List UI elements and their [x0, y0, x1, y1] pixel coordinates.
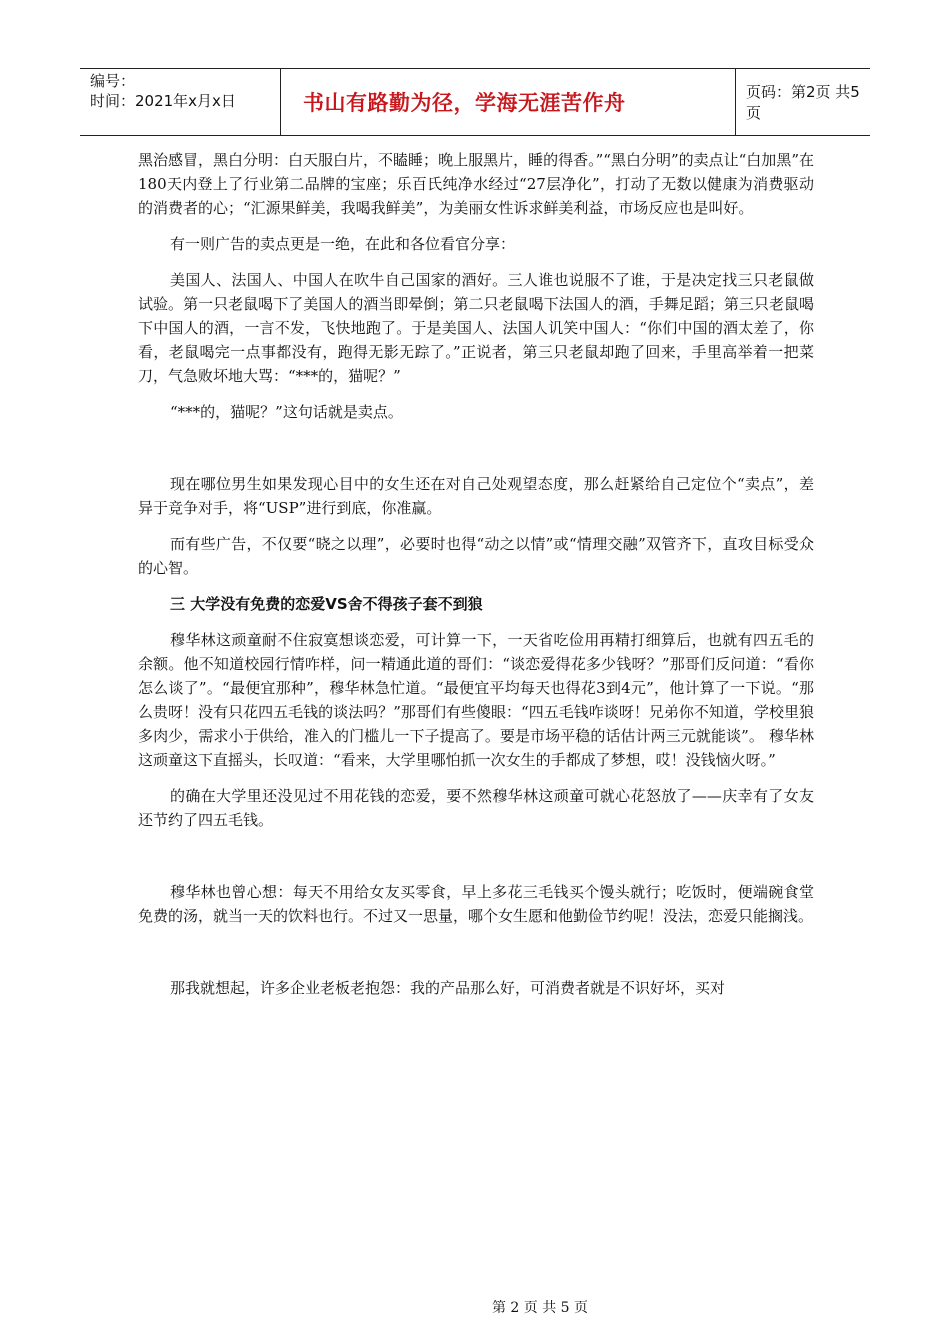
paragraph-3: 美国人、法国人、中国人在吹牛自己国家的酒好。三人谁也说服不了谁，于是决定找三只老鼠做试验。第一只老鼠喝下了美国人的酒当即晕倒；第二只老鼠喝下法国人的酒，手舞足蹈；第三只老鼠喝下中国人的酒，一言不发，飞快地跑了。于是美国人、法国人讥笑中国人：“你们中国的酒太差了，你看，老鼠喝完一点事都没有，跑得无影无踪了。”正说者，第三只老鼠却跑了回来，手里高举着一把菜刀，气急败坏地大骂：“***的，猫呢？”: [138, 271, 814, 385]
paragraph-8: 的确在大学里还没见过不用花钱的恋爱，要不然穆华林这顽童可就心花怒放了——庆幸有了女友还节约了四五毛钱。: [138, 787, 814, 829]
header-page-cell: [736, 69, 870, 135]
document-time-label: 时间：2021年x月x日: [90, 92, 236, 110]
page-footer: [0, 1297, 950, 1317]
paragraph-7: 穆华林这顽童耐不住寂寞想谈恋爱，可计算一下，一天省吃俭用再精打细算后，也就有四五毛的余额。他不知道校园行情咋样，问一精通此道的哥们：“谈恋爱得花多少钱呀？”那哥们反问道：“看你怎么谈了”。“最便宜那种”，穆华林急忙道。“最便宜平均每天也得花3到4元”，他计算了一下说。“那么贵呀！没有只花四五毛钱的谈法吗？”那哥们有些傻眼：“四五毛钱咋谈呀！兄弟你不知道，学校里狼多肉少，需求小于供给，准入的门槛儿一下子提高了。要是市场平稳的话估计两三元就能谈”。 穆华林这顽童这下直摇头，长叹道：“看来，大学里哪怕抓一次女生的手都成了梦想，哎！没钱恼火呀。”: [138, 631, 814, 769]
header-meta: [80, 69, 280, 135]
paragraph-6: 而有些广告，不仅要“晓之以理”，必要时也得“动之以情”或“情理交融”双管齐下，直攻目标受众的心智。: [138, 535, 814, 577]
paragraph-2: 有一则广告的卖点更是一绝，在此和各位看官分享：: [170, 235, 516, 253]
paragraph-1: 黑治感冒，黑白分明：白天服白片，不瞌睡；晚上服黑片，睡的得香。”“黑白分明”的卖点让“白加黑”在180天内登上了行业第二品牌的宝座；乐百氏纯净水经过“27层净化”，打动了无数以健康为消费驱动的消费者的心；“汇源果鲜美，我喝我鲜美”，为美丽女性诉求鲜美利益，市场反应也是叫好。: [138, 151, 814, 217]
page-header: [80, 68, 870, 136]
paragraph-4: “***的，猫呢？”这句话就是卖点。: [170, 403, 403, 421]
document-number-label: 编号：: [90, 72, 136, 90]
header-motto-cell: [280, 69, 736, 135]
header-motto: 书山有路勤为径，学海无涯苦作舟: [303, 91, 626, 115]
paragraph-9: 穆华林也曾心想：每天不用给女友买零食，早上多花三毛钱买个馒头就行；吃饭时，便端碗食堂免费的汤，就当一天的饮料也行。不过又一思量，哪个女生愿和他勤俭节约呢！没法，恋爱只能搁浅。: [138, 883, 814, 925]
paragraph-10: 那我就想起，许多企业老板老抱怨：我的产品那么好，可消费者就是不识好坏，买对: [170, 979, 726, 997]
footer-page-number: 第 2 页 共 5 页: [491, 1300, 589, 1316]
header-page-number: 页码：第2页 共5页: [746, 83, 860, 122]
paragraph-5: 现在哪位男生如果发现心目中的女生还在对自己处观望态度，那么赶紧给自己定位个“卖点”，差异于竞争对手，将“USP”进行到底，你准赢。: [138, 475, 814, 517]
section-heading: 三 大学没有免费的恋爱VS舍不得孩子套不到狼: [170, 595, 483, 613]
document-body: [138, 148, 814, 1000]
